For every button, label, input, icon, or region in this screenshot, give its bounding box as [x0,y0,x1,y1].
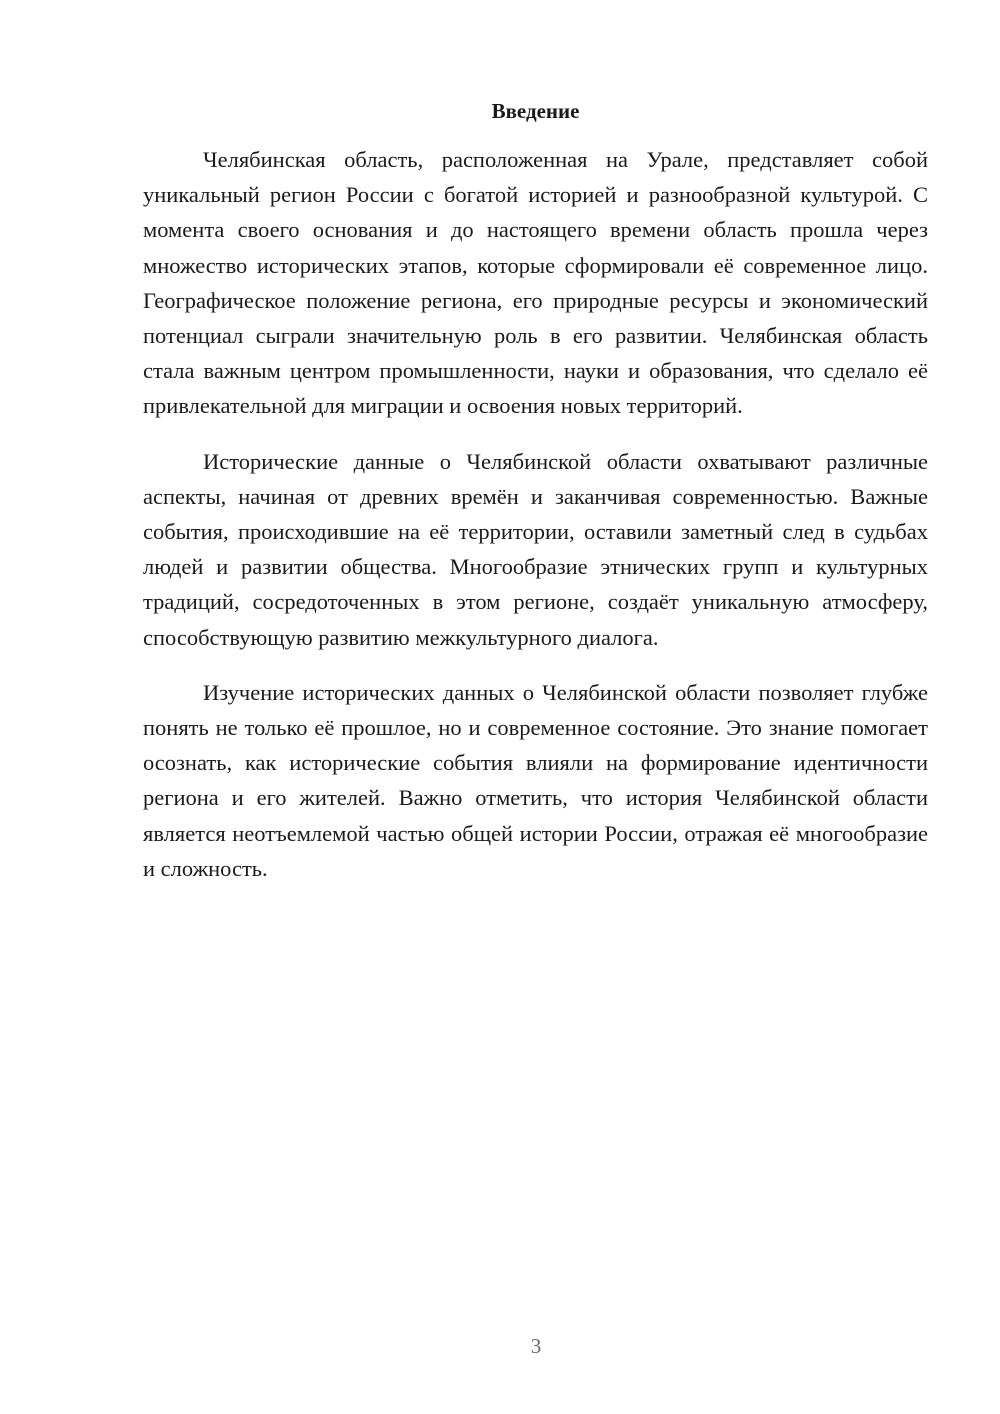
paragraph: Челябинская область, расположенная на Урале, представляет собой уникальный регион России с богатой историей и разнообразной культурой. С момента своего основания и до настоящего времени область прошла через множество исторических этапов, которые сформировали её современное лицо. Географическое положение региона, его природные ресурсы и экономический потенциал сыграли значительную роль в его развитии. Челябинская область стала важным центром промышленности, науки и образования, что сделало её привлекательной для миграции и освоения новых территорий. [143,147,928,419]
paragraph: Изучение исторических данных о Челябинской области позволяет глубже понять не только её прошлое, но и современное состояние. Это знание помогает осознать, как исторические события влияли на формирование идентичности региона и его жителей. Важно отметить, что история Челябинской области является неотъемлемой частью общей истории России, отражая её многообразие и сложность. [143,679,928,881]
page-number: 3 [530,1334,542,1358]
body-text [143,142,928,906]
paragraph: Исторические данные о Челябинской области охватывают различные аспекты, начиная от древних времён и заканчивая современностью. Важные события, происходившие на её территории, оставили заметный след в судьбах людей и развитии общества. Многообразие этнических групп и культурных традиций, сосредоточенных в этом регионе, создаёт уникальную атмосферу, способствующую развитию межкультурного диалога. [143,448,928,650]
section-heading: Введение [491,99,580,123]
